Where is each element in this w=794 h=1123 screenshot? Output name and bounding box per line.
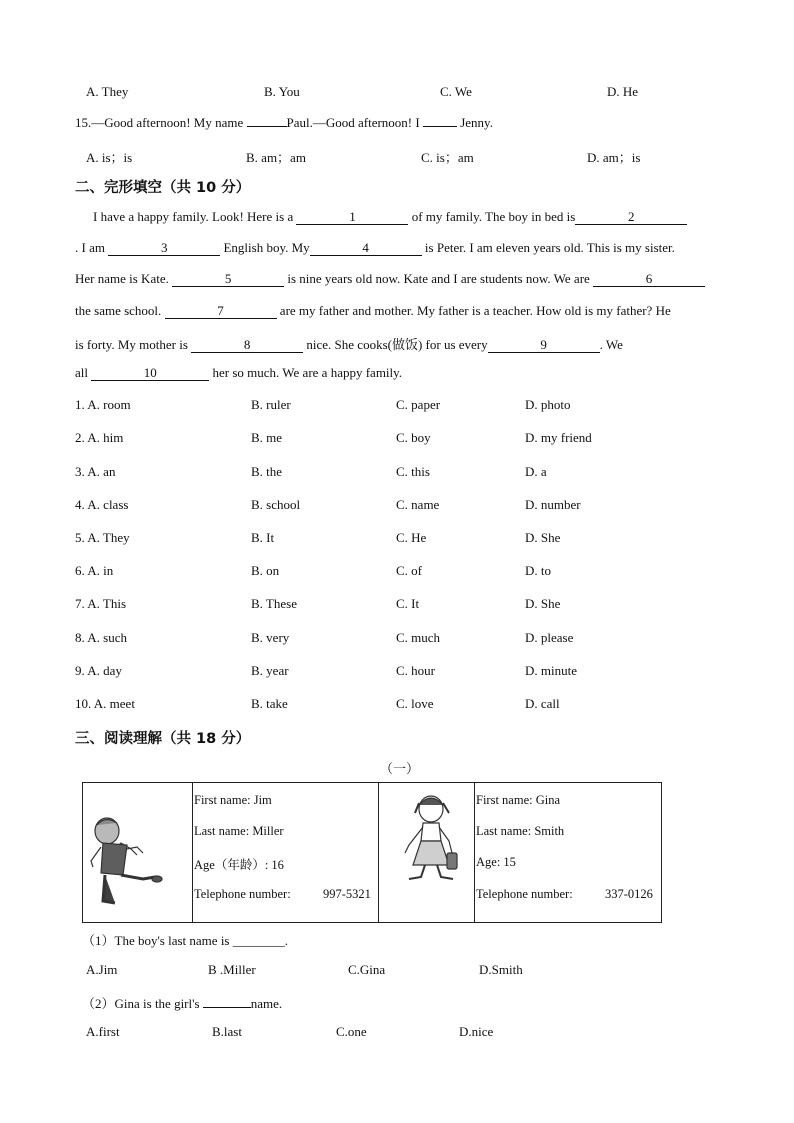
passage-text: Her name is Kate. bbox=[75, 271, 173, 286]
section3-subtitle: （一） bbox=[380, 761, 420, 776]
boy-illustration bbox=[83, 783, 191, 920]
option-b: B. school bbox=[251, 497, 301, 512]
girl-info-cell bbox=[475, 783, 662, 923]
reading-q1-option-d: D.Smith bbox=[479, 962, 523, 977]
option-b: B. very bbox=[251, 630, 290, 645]
option-a: 7. A. This bbox=[75, 596, 127, 611]
q15-blank-1 bbox=[247, 126, 287, 127]
option-d: D. to bbox=[525, 563, 551, 578]
q15-blank-2 bbox=[423, 126, 457, 127]
boy-telephone-number: 997-5321 bbox=[323, 887, 371, 901]
option-d: D. my friend bbox=[525, 430, 592, 445]
cloze-question bbox=[75, 430, 123, 446]
cloze-question bbox=[75, 397, 131, 413]
option-b: B. It bbox=[251, 530, 275, 545]
girl-illustration bbox=[379, 783, 473, 920]
option-a: 9. A. day bbox=[75, 663, 122, 678]
blank-8: 8 bbox=[191, 338, 303, 353]
passage-line-6 bbox=[75, 365, 402, 381]
option-c: C. boy bbox=[396, 430, 431, 445]
option-a: 6. A. in bbox=[75, 563, 114, 578]
option-c: C. love bbox=[396, 696, 434, 711]
option-a: 5. A. They bbox=[75, 530, 130, 545]
reading-q2-stem bbox=[82, 993, 282, 1012]
passage-text: are my father and mother. My father is a teacher. How old is my father? He bbox=[276, 303, 671, 318]
reading-q2-blank bbox=[203, 1007, 251, 1008]
reading-q1-option-b: B .Miller bbox=[208, 962, 256, 977]
passage-text: the same school. bbox=[75, 303, 165, 318]
blank-5: 5 bbox=[172, 272, 284, 287]
passage-text: is Peter. I am eleven years old. This is my sister. bbox=[421, 240, 675, 255]
reading-q2-option-d: D.nice bbox=[459, 1024, 494, 1039]
option-c: C. hour bbox=[396, 663, 435, 678]
boy-telephone-label: Telephone number: bbox=[194, 887, 291, 901]
q15-option-c: C. is；am bbox=[421, 150, 474, 165]
cloze-question bbox=[75, 596, 126, 612]
q15-suffix: Jenny. bbox=[456, 115, 493, 130]
passage-text: is nine years old now. Kate and I are students now. We are bbox=[284, 271, 594, 286]
section3-title: 三、阅读理解（共 18 分） bbox=[75, 731, 251, 747]
option-d: D. number bbox=[525, 497, 581, 512]
blank-4: 4 bbox=[310, 241, 422, 256]
q15-option-b: B. am；am bbox=[246, 150, 306, 165]
reading-q1-stem: （1）The boy's last name is ________. bbox=[82, 933, 288, 948]
option-c: C. paper bbox=[396, 397, 441, 412]
cloze-question bbox=[75, 464, 115, 480]
option-a: 3. A. an bbox=[75, 464, 116, 479]
option-d: D. please bbox=[525, 630, 574, 645]
option-a: 2. A. him bbox=[75, 430, 124, 445]
q14-option-d: D. He bbox=[607, 84, 639, 99]
reading-q2-option-c: C.one bbox=[336, 1024, 367, 1039]
option-c: C. this bbox=[396, 464, 430, 479]
option-b: B. on bbox=[251, 563, 280, 578]
girl-age: Age: 15 bbox=[476, 855, 516, 869]
boy-first-name: First name: Jim bbox=[194, 793, 272, 807]
q14-option-b: B. You bbox=[264, 84, 300, 99]
blank-3: 3 bbox=[108, 241, 220, 256]
cloze-question bbox=[75, 663, 122, 679]
girl-picture-cell bbox=[379, 783, 475, 923]
option-d: D. call bbox=[525, 696, 560, 711]
cloze-question bbox=[75, 696, 135, 712]
reading-q2-stem-b: name. bbox=[250, 996, 283, 1011]
option-b: B. ruler bbox=[251, 397, 291, 412]
blank-6: 6 bbox=[593, 272, 705, 287]
passage-text: all bbox=[75, 365, 92, 380]
cloze-question bbox=[75, 630, 127, 646]
q15-stem bbox=[75, 115, 493, 131]
passage-text: of my family. The boy in bed is bbox=[408, 209, 576, 224]
option-d: D. a bbox=[525, 464, 547, 479]
q15-option-a: A. is；is bbox=[86, 150, 133, 165]
option-d: D. photo bbox=[525, 397, 571, 412]
boy-last-name: Last name: Miller bbox=[194, 824, 284, 838]
cloze-question bbox=[75, 563, 113, 579]
blank-2: 2 bbox=[575, 210, 687, 225]
cloze-question bbox=[75, 530, 130, 546]
reading-q1-option-c: C.Gina bbox=[348, 962, 386, 977]
passage-line-2 bbox=[75, 240, 675, 256]
passage-line-1 bbox=[93, 209, 687, 225]
girl-telephone-number: 337-0126 bbox=[605, 887, 653, 901]
option-a: 8. A. such bbox=[75, 630, 127, 645]
reading-q2-option-a: A.first bbox=[86, 1024, 120, 1039]
boy-age: Age（年龄）: 16 bbox=[194, 858, 284, 872]
girl-last-name: Last name: Smith bbox=[476, 824, 565, 838]
option-b: B. These bbox=[251, 596, 297, 611]
reading-q2-stem-a: （2）Gina is the girl's bbox=[82, 996, 203, 1011]
option-c: C. much bbox=[396, 630, 441, 645]
option-a: 10. A. meet bbox=[75, 696, 135, 711]
passage-text: I have a happy family. Look! Here is a bbox=[93, 209, 297, 224]
option-d: D. She bbox=[525, 530, 561, 545]
passage-text: her so much. We are a happy family. bbox=[209, 365, 403, 380]
info-table bbox=[82, 782, 662, 923]
passage-text: . I am bbox=[75, 240, 109, 255]
option-d: D. She bbox=[525, 596, 561, 611]
passage-text: English boy. My bbox=[220, 240, 310, 255]
option-a: 4. A. class bbox=[75, 497, 129, 512]
boy-picture-cell bbox=[83, 783, 193, 923]
section2-title: 二、完形填空（共 10 分） bbox=[75, 180, 251, 196]
reading-q2-option-b: B.last bbox=[212, 1024, 242, 1039]
passage-text: . We bbox=[599, 337, 623, 352]
option-c: C. He bbox=[396, 530, 427, 545]
option-b: B. me bbox=[251, 430, 283, 445]
passage-text: nice. She cooks(做饭) for us every bbox=[303, 337, 488, 352]
cloze-question bbox=[75, 497, 128, 513]
q15-prefix: 15.—Good afternoon! My name bbox=[75, 115, 247, 130]
passage-line-4 bbox=[75, 303, 671, 319]
blank-1: 1 bbox=[296, 210, 408, 225]
option-b: B. the bbox=[251, 464, 283, 479]
blank-7: 7 bbox=[165, 304, 277, 319]
girl-telephone-label: Telephone number: bbox=[476, 887, 573, 901]
blank-9: 9 bbox=[488, 338, 600, 353]
q15-mid: Paul.—Good afternoon! I bbox=[286, 115, 423, 130]
passage-line-3 bbox=[75, 271, 705, 287]
girl-first-name: First name: Gina bbox=[476, 793, 561, 807]
option-a: 1. A. room bbox=[75, 397, 131, 412]
q15-option-d: D. am；is bbox=[587, 150, 641, 165]
option-d: D. minute bbox=[525, 663, 577, 678]
q14-option-c: C. We bbox=[440, 84, 472, 99]
reading-q1-option-a: A.Jim bbox=[86, 962, 118, 977]
boy-info-cell bbox=[193, 783, 379, 923]
option-c: C. name bbox=[396, 497, 440, 512]
option-c: C. It bbox=[396, 596, 420, 611]
q14-option-a: A. They bbox=[86, 84, 129, 99]
passage-line-5 bbox=[75, 334, 623, 353]
option-b: B. year bbox=[251, 663, 289, 678]
blank-10: 10 bbox=[91, 366, 209, 381]
passage-text: is forty. My mother is bbox=[75, 337, 192, 352]
option-c: C. of bbox=[396, 563, 422, 578]
option-b: B. take bbox=[251, 696, 288, 711]
